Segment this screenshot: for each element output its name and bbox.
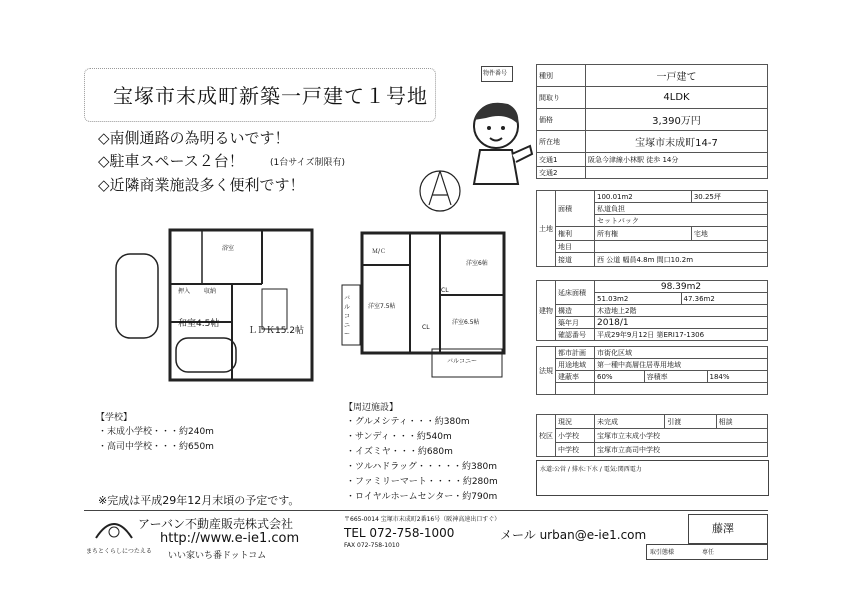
floor-2: 47.36m2: [681, 293, 768, 305]
floor-1: 51.03m2: [595, 293, 682, 305]
junior-label: 中学校: [556, 443, 595, 457]
location-label: 所在地: [537, 131, 586, 153]
zoning-city: 市街化区域: [595, 347, 768, 359]
mascot-icon: [462, 96, 534, 188]
bcr-label: 建蔽率: [556, 371, 595, 383]
room-ukeire: 収納: [204, 288, 217, 295]
room-mc: Ｍ/Ｃ: [372, 248, 387, 255]
structure: 木造地上2階: [595, 305, 768, 317]
spec-table-building: [536, 280, 768, 341]
use-label: 地目: [556, 241, 595, 253]
stamp-label: 物件番号: [483, 70, 508, 77]
spec-table-land: [536, 190, 768, 267]
bullet-2: ◇駐車スペース２台！: [98, 152, 244, 170]
elementary: 宝塚市立末成小学校: [595, 429, 768, 443]
nearby-item: ・ツルハドラッグ・・・・・約380m: [346, 462, 497, 472]
room-cl1: CL: [441, 287, 449, 294]
room-balcony-2: バルコニー: [447, 358, 478, 365]
traffic-value: 阪急今津線小林駅 徒歩 14分: [586, 153, 768, 167]
company-name: アーバン不動産販売株式会社: [138, 517, 294, 531]
room-yo65: 洋室6.5帖: [452, 319, 480, 326]
rights-value: 所有権: [595, 227, 692, 241]
junior: 宝塚市立高司中学校: [595, 443, 768, 457]
confirmation: 平成29年9月12日 第ERI17-1306: [595, 329, 768, 341]
delivery: 相談: [716, 415, 767, 429]
built-label: 築年月: [556, 317, 595, 329]
traffic-label: 交通1: [537, 153, 586, 167]
zoning: 第一種中高層住居専用地域: [595, 359, 768, 371]
nearby-item: ・グルメシティ・・・約380m: [346, 417, 470, 427]
road-label: 接道: [556, 253, 595, 267]
land-section-label: 土地: [537, 191, 556, 267]
elementary-label: 小学校: [556, 429, 595, 443]
nearby-item: ・サンディ・・・約540m: [346, 432, 452, 442]
room-bath: 浴室: [222, 245, 235, 252]
company-fax: FAX 072-758-1010: [344, 542, 400, 549]
north-arrow-icon: [415, 167, 465, 215]
page-title: 宝塚市末成町新築一戸建て１号地: [113, 84, 428, 108]
room-oshiire: 押入: [178, 288, 191, 295]
room-balcony-1: バルコニー: [344, 295, 351, 338]
area-label: 面積: [556, 191, 595, 227]
staff-name: 藤澤: [712, 522, 734, 535]
spec-table-law: [536, 346, 768, 395]
setback: セットバック: [595, 215, 768, 227]
nearby-heading: 【周辺施設】: [344, 403, 399, 413]
utilities: 水道:公営 / 排水:下水 / 電気:関西電力: [540, 466, 642, 473]
delivery-label: 引渡: [665, 415, 716, 429]
floor-area: 98.39m2: [595, 281, 768, 293]
far-label: 容積率: [644, 371, 707, 383]
floor-label: 延床面積: [556, 281, 595, 305]
bcr: 60%: [595, 371, 645, 383]
school-item: ・高司中学校・・・約650m: [98, 442, 214, 452]
school-section-label: 校区: [537, 415, 556, 457]
bullet-1: ◇南側通路の為明るいです！: [98, 129, 290, 147]
layout-value: 4LDK: [586, 87, 768, 109]
land-tsubo: 30.25坪: [691, 191, 767, 203]
location-value: 宝塚市末成町14-7: [586, 131, 768, 153]
room-wa: 和室4.5帖: [178, 319, 220, 329]
type-label: 種別: [537, 65, 586, 87]
city-label: 都市計画: [556, 347, 595, 359]
floorplan-1f: [112, 214, 324, 392]
status-label: 現況: [556, 415, 595, 429]
frontage: 西 公道 幅員4.8m 間口10.2m: [595, 253, 768, 267]
spec-table-top: [536, 64, 768, 179]
company-tel: TEL 072-758-1000: [344, 526, 455, 540]
room-ldk: ＬＤＫ15.2帖: [248, 326, 305, 336]
far: 184%: [707, 371, 767, 383]
spec-table-school: [536, 414, 768, 457]
footer-divider: [84, 510, 768, 511]
company-email: メール urban@e-ie1.com: [500, 528, 647, 542]
handling-value: 専任: [702, 549, 715, 556]
handling-label: 取引態様: [650, 549, 675, 556]
room-yo75: 洋室7.5帖: [368, 303, 396, 310]
nearby-item: ・ファミリーマート・・・・約280m: [346, 477, 498, 487]
land-note: 私道負担: [595, 203, 768, 215]
land-use: 宅地: [691, 227, 767, 241]
bullet-2-note: (1台サイズ制限有): [270, 158, 346, 168]
bullet-3: ◇近隣商業施設多く便利です！: [98, 176, 305, 194]
company-address: 〒665-0014 宝塚市末成町2番16号（阪神高速出口すぐ）: [344, 516, 501, 523]
structure-label: 構造: [556, 305, 595, 317]
price-value: 3,390万円: [586, 109, 768, 131]
land-area: 100.01m2: [595, 191, 692, 203]
nearby-item: ・ロイヤルホームセンター・約790m: [346, 492, 498, 502]
completion-note: ※完成は平成29年12月末頃の予定です。: [98, 494, 300, 507]
company-logo-icon: [92, 514, 136, 544]
company-url[interactable]: http://www.e-ie1.com: [160, 531, 300, 546]
zoning-label: 用途地域: [556, 359, 595, 371]
type-value: 一戸建て: [586, 65, 768, 87]
company-sub: いい家いち番ドットコム: [168, 551, 267, 561]
status: 未完成: [595, 415, 665, 429]
building-section-label: 建物: [537, 281, 556, 341]
company-logo-text: まちとくらしにつたえる: [86, 548, 152, 555]
traffic2-label: 交通2: [537, 167, 586, 179]
room-yo6a: 洋室6帖: [466, 260, 488, 267]
built: 2018/1: [595, 317, 768, 329]
nearby-item: ・イズミヤ・・・約680m: [346, 447, 453, 457]
schools-heading: 【学校】: [96, 413, 133, 423]
rights-label: 権利: [556, 227, 595, 241]
room-cl2: CL: [422, 324, 430, 331]
floorplan-2f: [340, 225, 510, 385]
price-label: 価格: [537, 109, 586, 131]
school-item: ・末成小学校・・・約240m: [98, 427, 214, 437]
confirm-label: 確認番号: [556, 329, 595, 341]
layout-label: 間取り: [537, 87, 586, 109]
law-section-label: 法規: [537, 347, 556, 395]
